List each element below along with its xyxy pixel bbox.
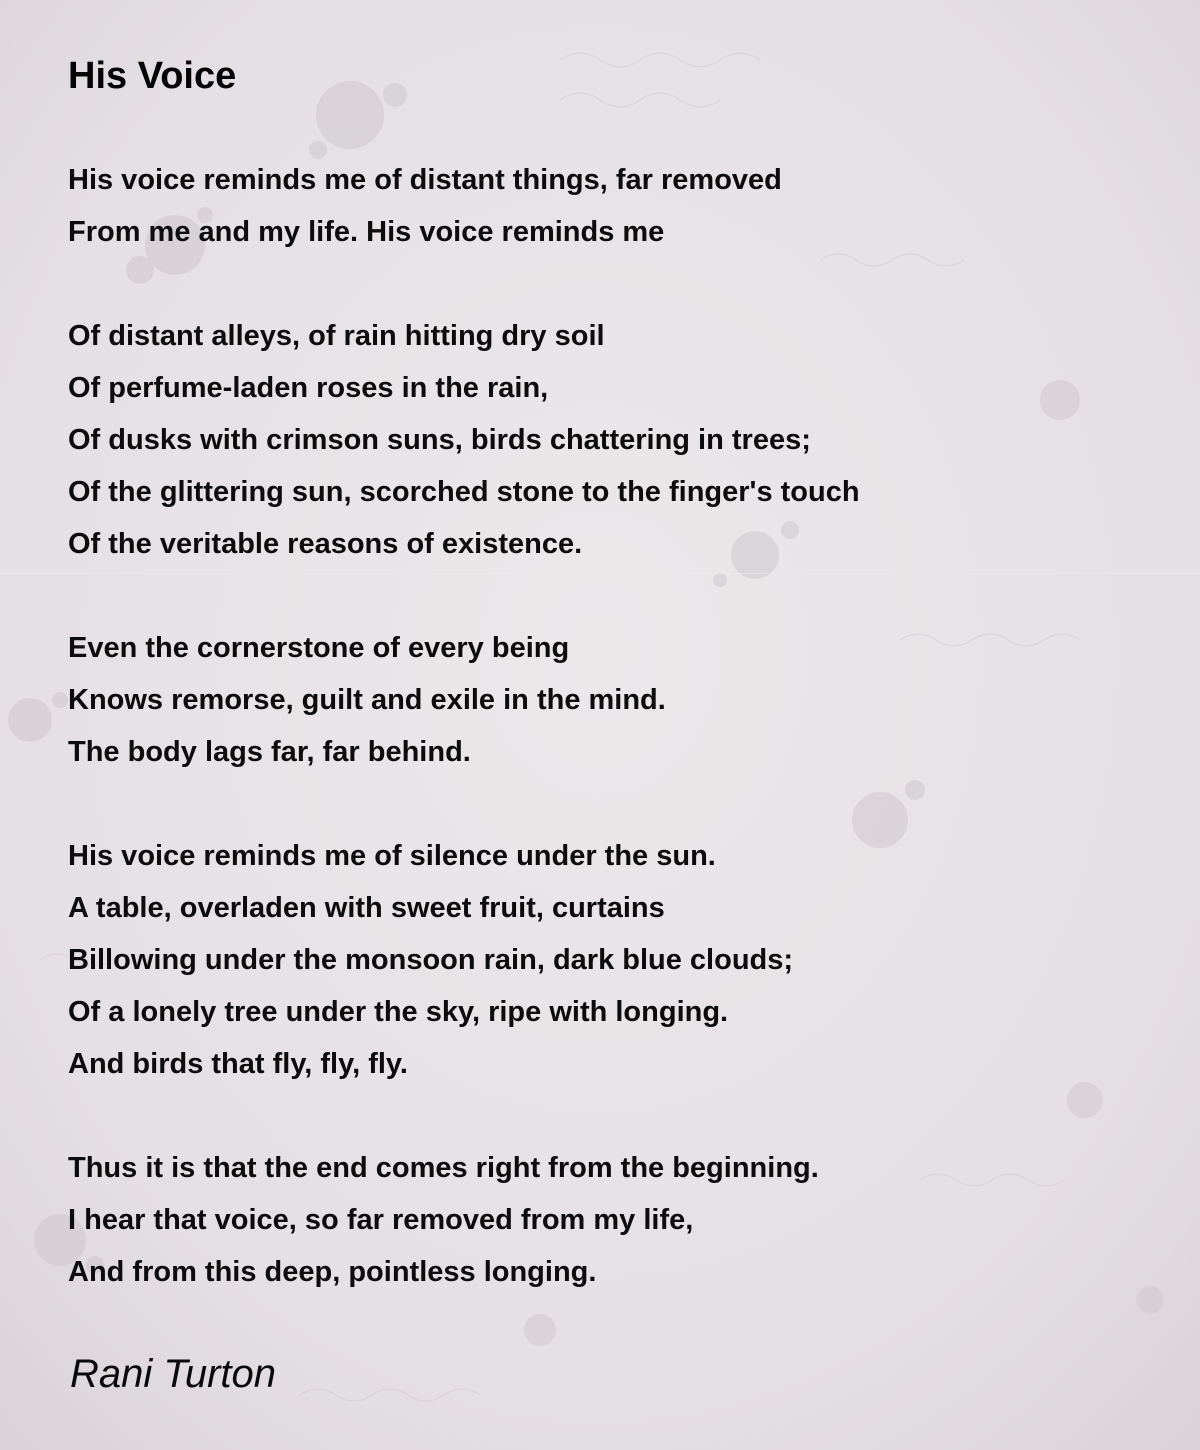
poem-article — [68, 48, 1168, 1298]
poem-line: His voice reminds me of distant things, far removed — [68, 164, 782, 196]
stanza-2 — [68, 310, 1168, 570]
poem-title: His Voice — [68, 55, 237, 97]
poem-line: His voice reminds me of silence under the sun. — [68, 840, 716, 872]
poem-line: A table, overladen with sweet fruit, curtains — [68, 892, 665, 924]
poem-line: Thus it is that the end comes right from the beginning. — [68, 1152, 819, 1184]
poem-line: Knows remorse, guilt and exile in the mind. — [68, 684, 666, 716]
poem-line: And birds that fly, fly, fly. — [68, 1048, 408, 1080]
poem-author: Rani Turton — [70, 1352, 277, 1396]
stanza-4 — [68, 830, 1168, 1090]
poem-line: Billowing under the monsoon rain, dark blue clouds; — [68, 944, 794, 976]
poem-line: I hear that voice, so far removed from my life, — [68, 1204, 694, 1236]
poem-line: And from this deep, pointless longing. — [68, 1256, 597, 1288]
poem-line: Of the glittering sun, scorched stone to the finger's touch — [68, 476, 860, 508]
poem-body — [68, 154, 1168, 1298]
stanza-1 — [68, 154, 1168, 258]
poem-line: The body lags far, far behind. — [68, 736, 471, 768]
poem-line: Of distant alleys, of rain hitting dry soil — [68, 320, 605, 352]
poem-line: Of the veritable reasons of existence. — [68, 528, 583, 560]
poem-line: From me and my life. His voice reminds me — [68, 216, 665, 248]
poem-line: Even the cornerstone of every being — [68, 632, 570, 664]
poem-line: Of dusks with crimson suns, birds chattering in trees; — [68, 424, 811, 456]
poem-line: Of a lonely tree under the sky, ripe with longing. — [68, 996, 729, 1028]
stanza-5 — [68, 1142, 1168, 1298]
poem-line: Of perfume-laden roses in the rain, — [68, 372, 549, 404]
stanza-3 — [68, 622, 1168, 778]
